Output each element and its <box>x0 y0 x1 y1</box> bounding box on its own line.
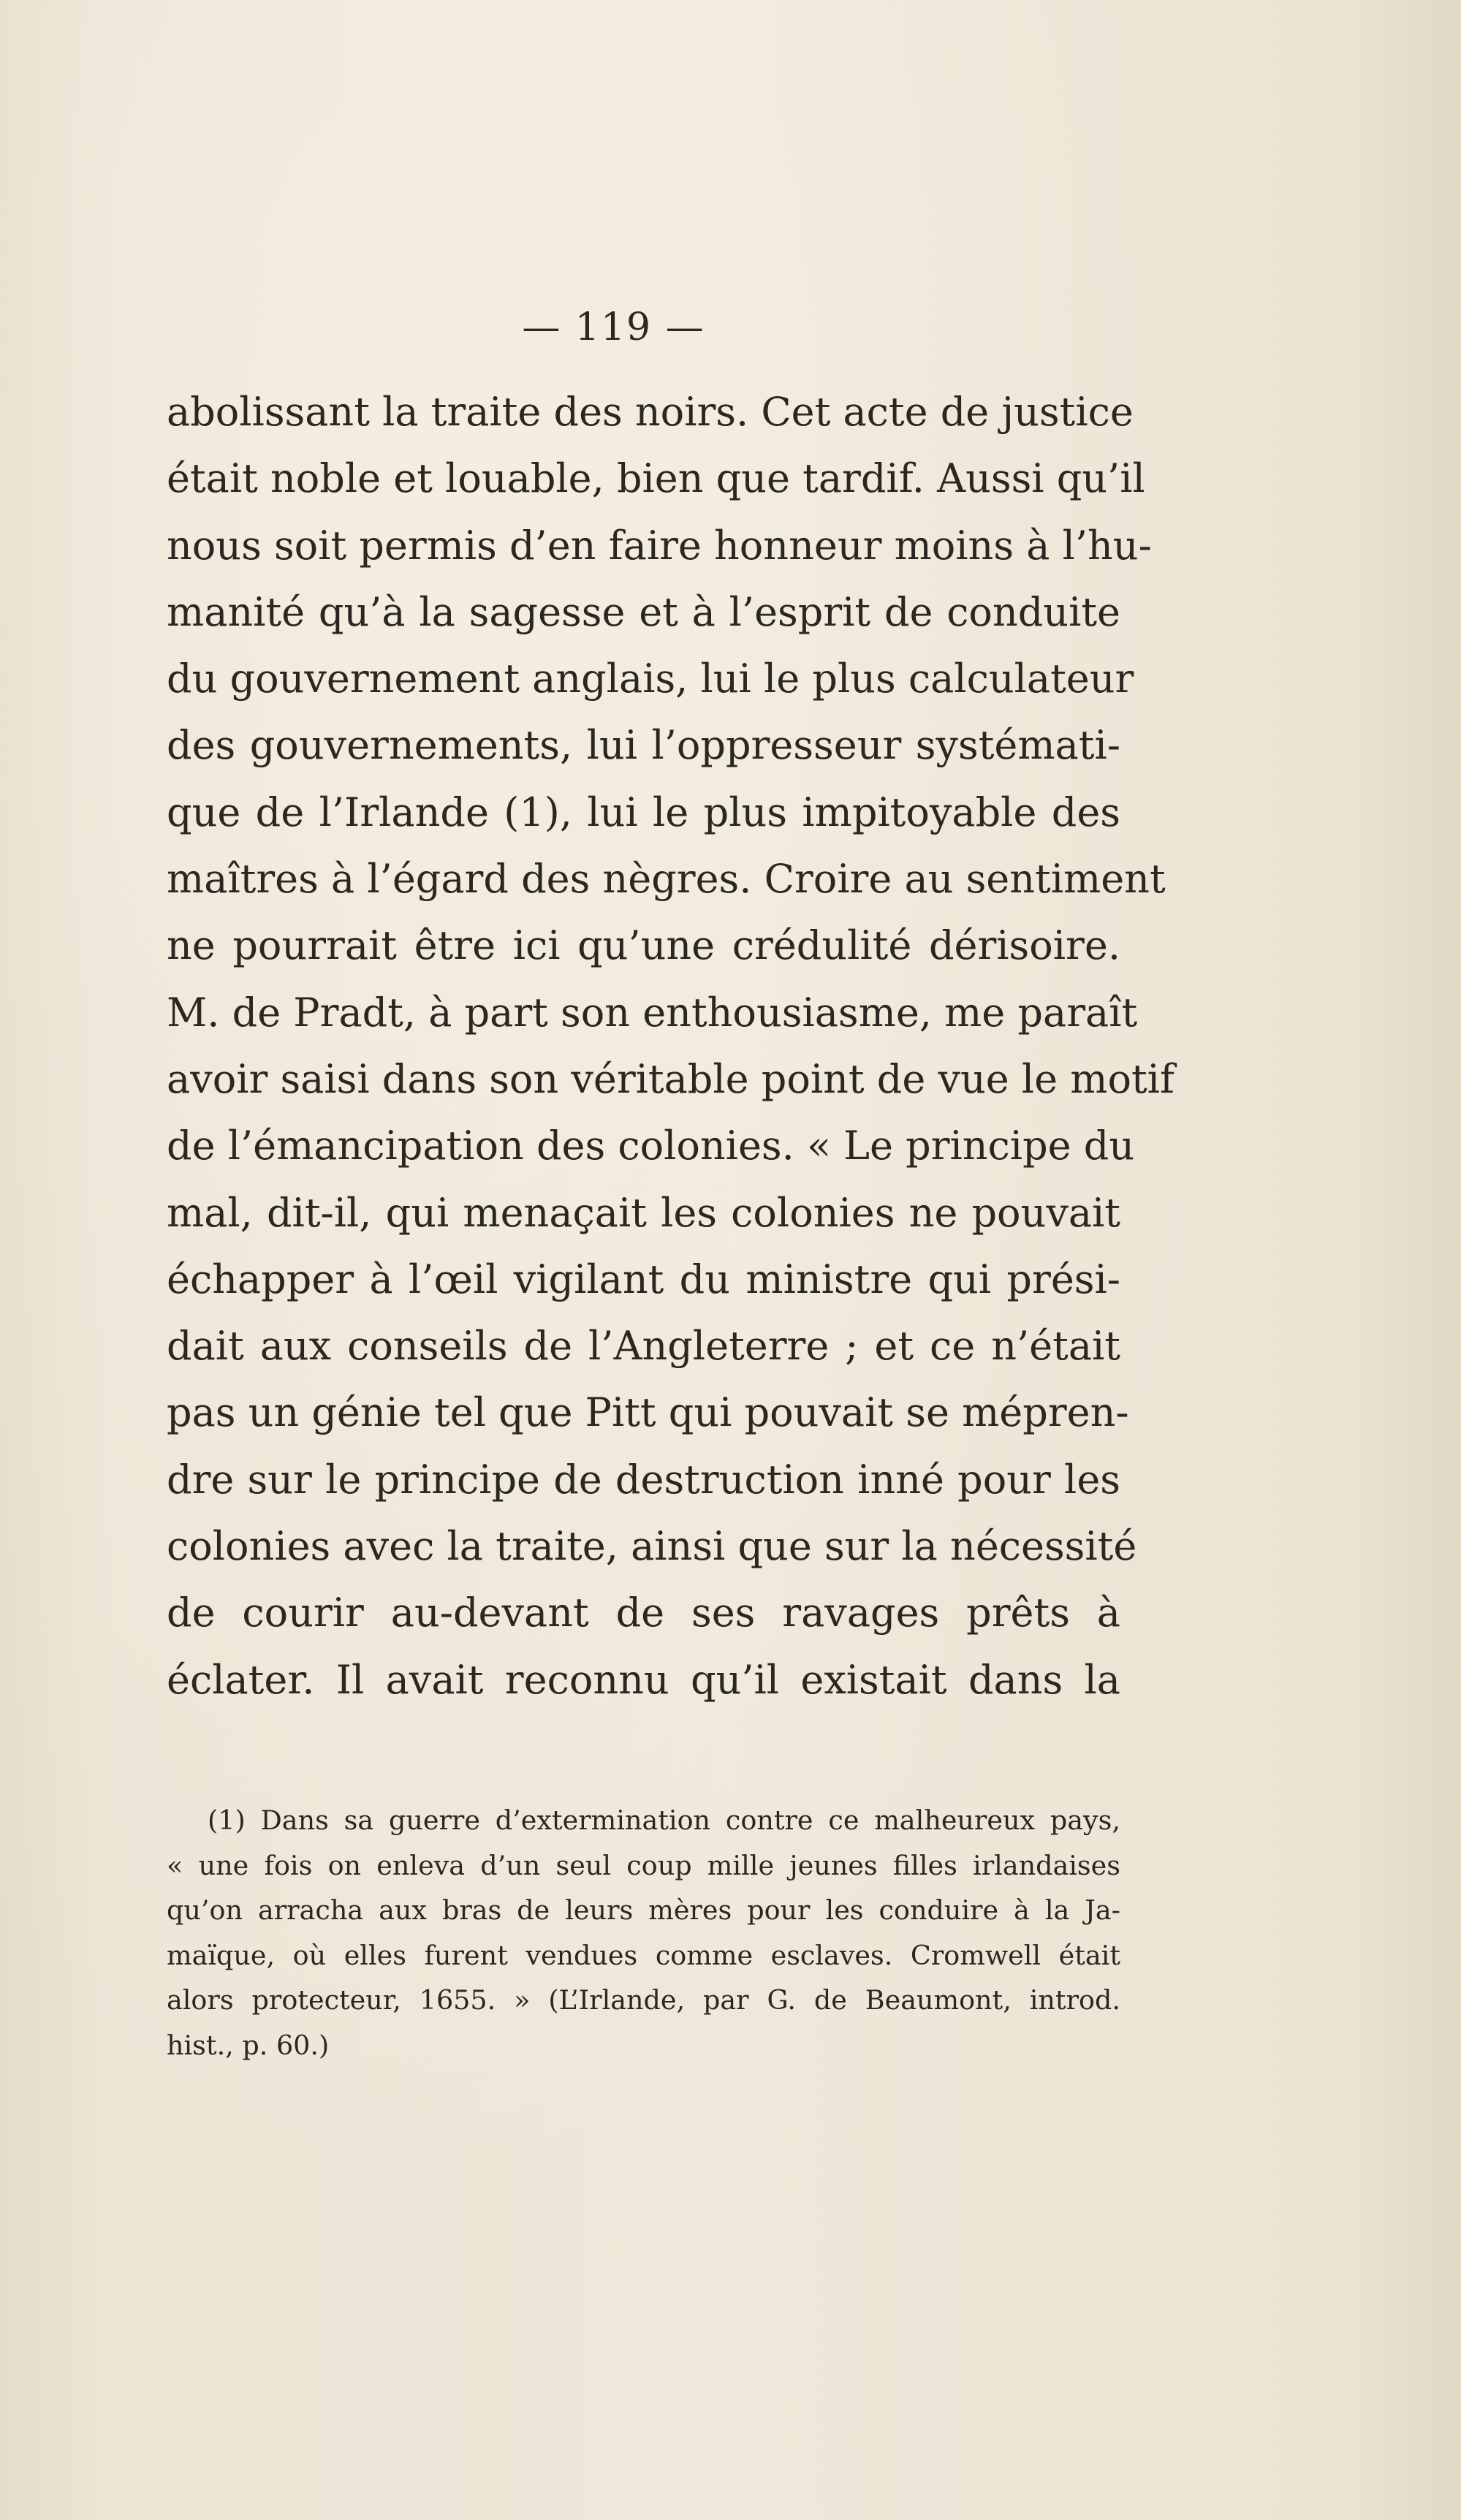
footnote-line: (1) Dans sa guerre d’extermination contre ce malheureux pays, <box>208 1804 1120 1836</box>
body-line: dait aux conseils de l’Angleterre ; et ce n’était <box>167 1323 1120 1370</box>
footnote-line: qu’on arracha aux bras de leurs mères pour les conduire à la Ja- <box>167 1894 1120 1926</box>
footnote-line: « une fois on enleva d’un seul coup mille jeunes filles irlandaises <box>167 1849 1120 1881</box>
body-line: de l’émancipation des colonies. « Le principe du <box>167 1123 1135 1169</box>
body-line: M. de Pradt, à part son enthousiasme, me paraît <box>167 989 1138 1036</box>
footnote-line: hist., p. 60.) <box>167 2029 330 2061</box>
footnote <box>167 1798 1120 2068</box>
body-line: maîtres à l’égard des nègres. Croire au sentiment <box>167 856 1166 903</box>
body-line: colonies avec la traite, ainsi que sur la nécessité <box>167 1523 1137 1570</box>
body-line: ne pourrait être ici qu’une crédulité dérisoire. <box>167 922 1120 969</box>
body-line: était noble et louable, bien que tardif. Aussi qu’il <box>167 455 1145 502</box>
page-number-text: — 119 — <box>522 305 705 349</box>
body-line: avoir saisi dans son véritable point de vue le motif <box>167 1055 1175 1102</box>
body-text <box>167 379 1175 1713</box>
body-line: que de l’Irlande (1), lui le plus impitoyable des <box>167 789 1120 835</box>
page-number <box>0 305 1461 349</box>
body-line: abolissant la traite des noirs. Cet acte de justice <box>167 389 1134 435</box>
body-line: des gouvernements, lui l’oppresseur systémati- <box>167 722 1120 769</box>
footnote-line: maïque, où elles furent vendues comme esclaves. Cromwell était <box>167 1939 1120 1971</box>
body-line: nous soit permis d’en faire honneur moins à l’hu- <box>167 522 1152 569</box>
body-line: manité qu’à la sagesse et à l’esprit de conduite <box>167 588 1120 635</box>
body-line: échapper à l’œil vigilant du ministre qui prési- <box>167 1256 1120 1302</box>
body-line: dre sur le principe de destruction inné pour les <box>167 1456 1120 1503</box>
footnote-line: alors protecteur, 1655. » (L’Irlande, par G. de Beaumont, introd. <box>167 1984 1120 2016</box>
body-line: éclater. Il avait reconnu qu’il existait dans la <box>167 1656 1120 1703</box>
body-line: pas un génie tel que Pitt qui pouvait se mépren- <box>167 1389 1129 1436</box>
body-line: mal, dit-il, qui menaçait les colonies ne pouvait <box>167 1189 1120 1236</box>
body-line: du gouvernement anglais, lui le plus calculateur <box>167 656 1134 702</box>
body-line: de courir au-devant de ses ravages prêts à <box>167 1590 1120 1636</box>
